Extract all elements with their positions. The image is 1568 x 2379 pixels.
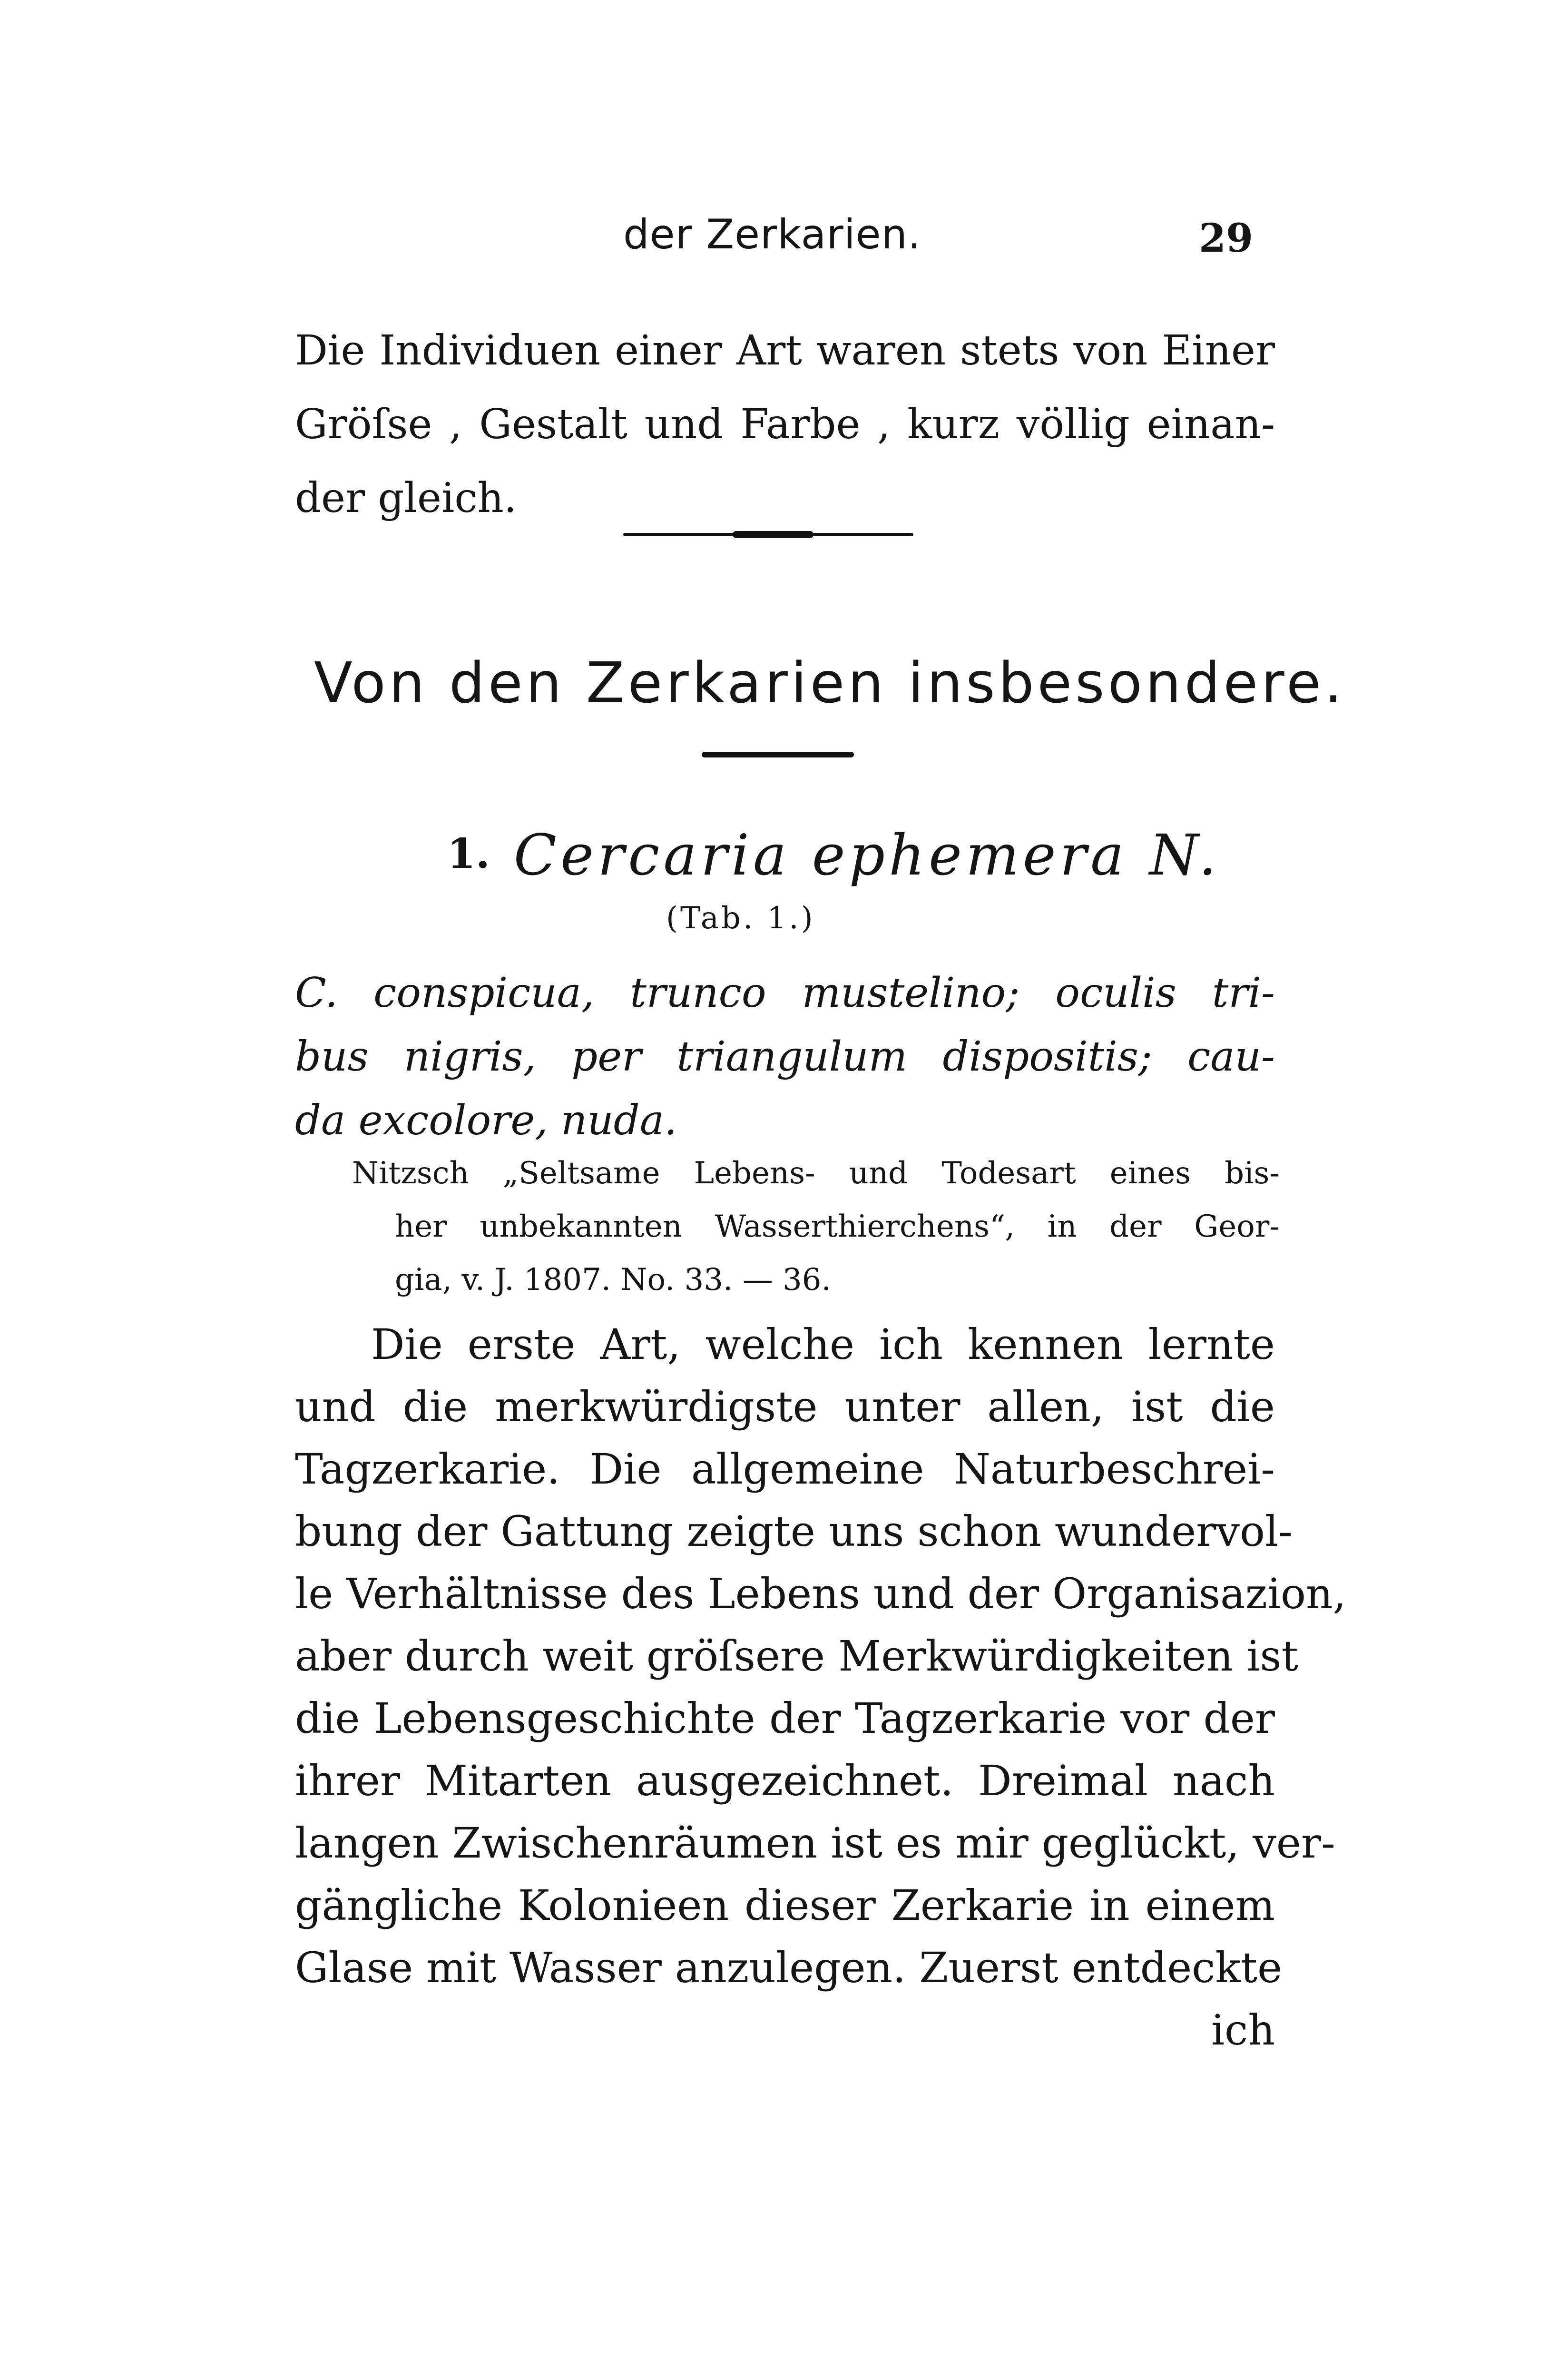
running-title: der Zerkarien. xyxy=(623,211,921,258)
heading-underline-rule xyxy=(702,752,854,757)
catchword: ich xyxy=(1211,2005,1275,2055)
text-line: le Verhältnisse des Lebens und der Organisazion, xyxy=(295,1569,1346,1618)
text-line: aber durch weit gröſsere Merkwürdigkeiten ist xyxy=(295,1632,1298,1681)
species-diagnosis xyxy=(295,961,1275,1152)
intro-paragraph xyxy=(295,314,1275,535)
reference-line: Nitzsch „Seltsame Lebens- und Todesart eines bis- xyxy=(352,1156,1280,1191)
species-name: Cercaria ephemera N. xyxy=(513,822,1221,888)
text-line: langen Zwischenräumen ist es mir geglückt, ver- xyxy=(295,1819,1335,1868)
page-number: 29 xyxy=(1199,216,1254,261)
reference-line: her unbekannten Wasserthierchens“, in der Geor- xyxy=(395,1209,1280,1244)
text-line: und die merkwürdigste unter allen, ist die xyxy=(295,1382,1275,1431)
reference-line: gia, v. J. 1807. No. 33. — 36. xyxy=(395,1262,831,1298)
text-line: Gröſse , Gestalt und Farbe , kurz völlig einan- xyxy=(295,401,1275,448)
body-paragraph xyxy=(295,1313,1346,2061)
diagnosis-line: da excolore, nuda. xyxy=(295,1097,677,1144)
diagnosis-line: C. conspicua, trunco mustelino; oculis tri- xyxy=(295,969,1275,1017)
section-heading: Von den Zerkarien insbesondere. xyxy=(314,650,1346,716)
text-line: bung der Gattung zeigte uns schon wundervol- xyxy=(295,1507,1293,1556)
species-title xyxy=(447,818,1220,891)
plate-reference: (Tab. 1.) xyxy=(666,901,815,936)
text-line: Die erste Art, welche ich kennen lernte xyxy=(371,1320,1275,1369)
text-line: Tagzerkarie. Die allgemeine Naturbeschrei- xyxy=(295,1445,1275,1494)
text-line: gängliche Kolonieen dieser Zerkarie in einem xyxy=(295,1881,1275,1930)
diagnosis-line: bus nigris, per triangulum dispositis; cau- xyxy=(295,1033,1275,1081)
text-line: Die Individuen einer Art waren stets von Einer xyxy=(295,327,1275,374)
running-head xyxy=(0,208,1568,265)
text-line: ihrer Mitarten ausgezeichnet. Dreimal nach xyxy=(295,1756,1275,1805)
ornamental-rule xyxy=(623,533,913,536)
text-line: der gleich. xyxy=(295,474,517,522)
text-line: die Lebensgeschichte der Tagzerkarie vor der xyxy=(295,1694,1275,1743)
species-number: 1. xyxy=(447,830,490,878)
text-line: Glase mit Wasser anzulegen. Zuerst entdeckte xyxy=(295,1943,1283,1992)
literature-reference xyxy=(352,1147,1280,1307)
